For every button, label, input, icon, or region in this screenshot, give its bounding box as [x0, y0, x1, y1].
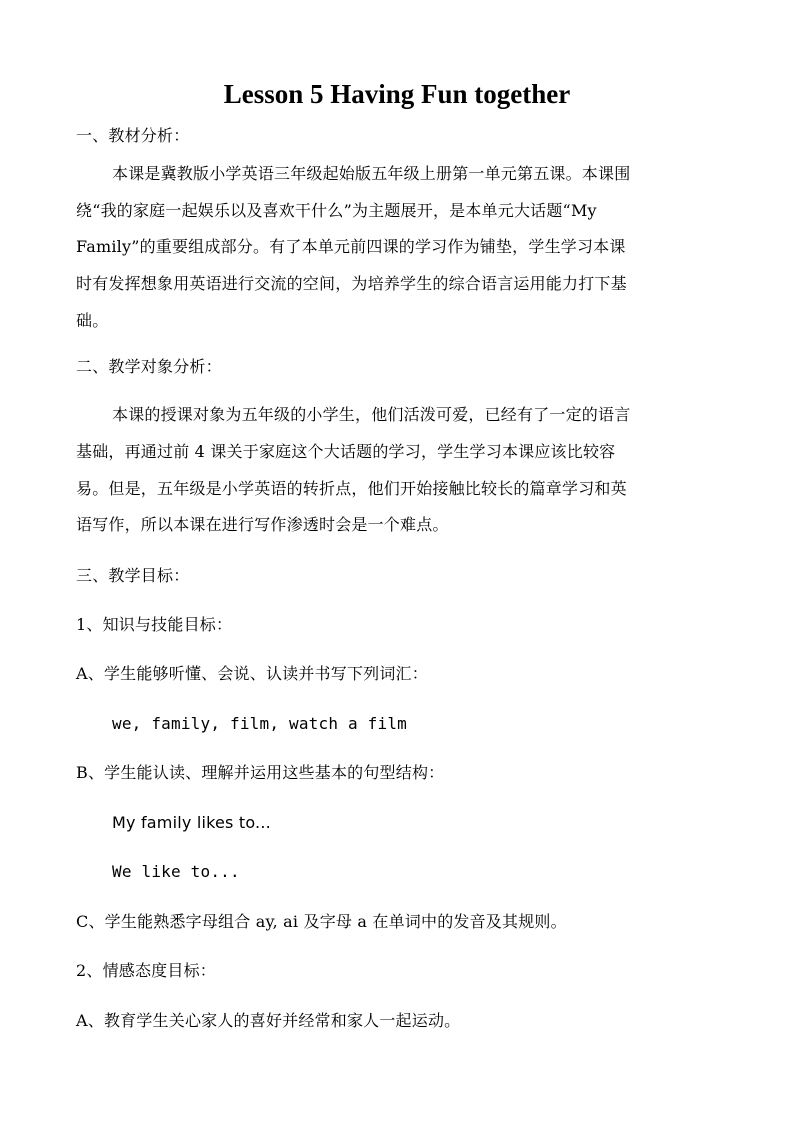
paragraph-line: 语写作，所以本课在进行写作渗透时会是一个难点。 [76, 515, 449, 534]
goal-heading-knowledge-skills: 1、知识与技能目标： [76, 615, 233, 634]
goal-item-c: C、学生能熟悉字母组合 ay, ai 及字母 a 在单词中的发音及其规则。 [76, 912, 567, 931]
section-heading-teaching-goals: 三、教学目标： [76, 566, 190, 585]
sentence-pattern: My family likes to... [112, 813, 271, 832]
paragraph-line: Family”的重要组成部分。有了本单元前四课的学习作为铺垫，学生学习本课 [76, 237, 626, 256]
goal-heading-emotion-attitude: 2、情感态度目标： [76, 961, 216, 980]
section-heading-student-analysis: 二、教学对象分析： [76, 357, 222, 376]
sentence-pattern: We like to... [112, 862, 240, 881]
goal-item-emotion-a: A、教育学生关心家人的喜好并经常和家人一起运动。 [76, 1011, 461, 1030]
goal-item-a: A、学生能够听懂、会说、认读并书写下列词汇： [76, 664, 428, 683]
vocabulary-list: we, family, film, watch a film [112, 714, 407, 733]
page-title: Lesson 5 Having Fun together [223, 79, 571, 109]
goal-item-b: B、学生能认读、理解并运用这些基本的句型结构： [76, 763, 445, 782]
paragraph-line: 绕“我的家庭一起娱乐以及喜欢干什么”为主题展开，是本单元大话题“My [76, 201, 597, 220]
paragraph-line: 础。 [76, 311, 109, 330]
section-heading-material-analysis: 一、教材分析： [76, 126, 190, 145]
paragraph-line: 易。但是，五年级是小学英语的转折点，他们开始接触比较长的篇章学习和英 [76, 479, 627, 498]
paragraph-line: 基础，再通过前 4 课关于家庭这个大话题的学习，学生学习本课应该比较容 [76, 442, 616, 461]
paragraph-line: 本课的授课对象为五年级的小学生，他们活泼可爱，已经有了一定的语言 [112, 405, 631, 424]
paragraph-line: 时有发挥想象用英语进行交流的空间，为培养学生的综合语言运用能力打下基 [76, 274, 627, 293]
paragraph-line: 本课是冀教版小学英语三年级起始版五年级上册第一单元第五课。本课围 [112, 164, 631, 183]
